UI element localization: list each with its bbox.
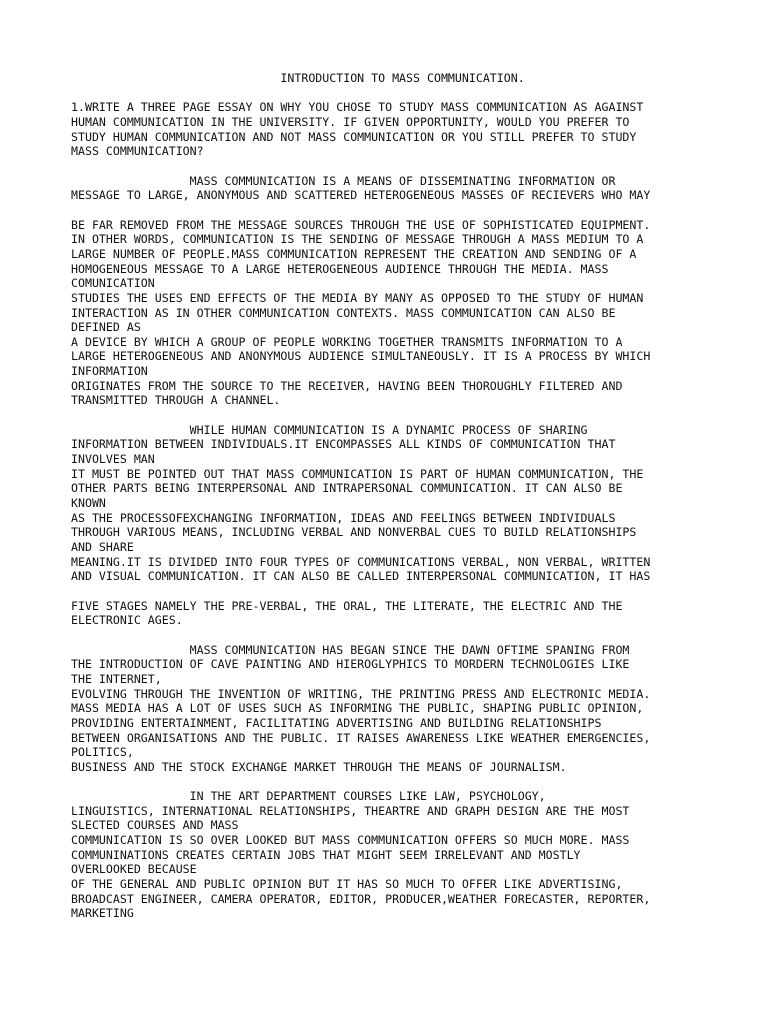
- paragraph-career-opportunities: IN THE ART DEPARTMENT COURSES LIKE LAW, PSYCHOLOGY, LINGUISTICS, INTERNATIONAL RELATIONSHIPS, THEARTRE AND GRAPH DESIGN ARE THE MOST SLECTED COURSES AND MASS COMMUNICATION IS SO OVER LOOKED BUT MASS COMMUNICATION OFFERS SO MUCH MORE. MASS COMMUNINATIONS CREATES CERTAIN JOBS THAT MIGHT SEEM IRRELEVANT AND MOSTLY OVERLOOKED BECAUSE OF THE GENERAL AND PUBLIC OPINION BUT IT HAS SO MUCH TO OFFER LIKE ADVERTISING, BROADCAST ENGINEER, CAMERA OPERATOR, EDITOR, PRODUCER,WEATHER FORECASTER, REPORTER, MARKETING: [71, 789, 651, 921]
- document-body: [71, 71, 721, 921]
- paragraph-history-and-uses: MASS COMMUNICATION HAS BEGAN SINCE THE DAWN OFTIME SPANING FROM THE INTRODUCTION OF CAVE PAINTING AND HIEROGLYPHICS TO MORDERN TECHNOLOGIES LIKE THE INTERNET, EVOLVING THROUGH THE INVENTION OF WRITING, THE PRINTING PRESS AND ELECTRONIC MEDIA. MASS MEDIA HAS A LOT OF USES SUCH AS INFORMING THE PUBLIC, SHAPING PUBLIC OPINION, PROVIDING ENTERTAINMENT, FACILITATING ADVERTISING AND BUILDING RELATIONSHIPS BETWEEN ORGANISATIONS AND THE PUBLIC. IT RAISES AWARENESS LIKE WEATHER EMERGENCIES, POLITICS, BUSINESS AND THE STOCK EXCHANGE MARKET THROUGH THE MEANS OF JOURNALISM.: [71, 642, 651, 774]
- paragraph-mass-communication-definition: MASS COMMUNICATION IS A MEANS OF DISSEMINATING INFORMATION OR MESSAGE TO LARGE, ANONYMOUS AND SCATTERED HETEROGENEOUS MASSES OF RECIEVERS WHO MAY BE FAR REMOVED FROM THE MESSAGE SOURCES THROUGH THE USE OF SOPHISTICATED EQUIPMENT. IN OTHER WORDS, COMMUNICATION IS THE SENDING OF MESSAGE THROUGH A MASS MEDIUM TO A LARGE NUMBER OF PEOPLE.MASS COMMUNICATION REPRESENT THE CREATION AND SENDING OF A HOMOGENEOUS MESSAGE TO A LARGE HETEROGENEOUS AUDIENCE THROUGH THE MEDIA. MASS COMUNICATION STUDIES THE USES END EFFECTS OF THE MEDIA BY MANY AS OPPOSED TO THE STUDY OF HUMAN INTERACTION AS IN OTHER COMMUNICATION CONTEXTS. MASS COMMUNICATION CAN ALSO BE DEFINED AS A DEVICE BY WHICH A GROUP OF PEOPLE WORKING TOGETHER TRANSMITS INFORMATION TO A LARGE HETEROGENEOUS AND ANONYMOUS AUDIENCE SIMULTANEOUSLY. IT IS A PROCESS BY WHICH INFORMATION ORIGINATES FROM THE SOURCE TO THE RECEIVER, HAVING BEEN THOROUGHLY FILTERED AND TRANSMITTED THROUGH A CHANNEL.: [71, 173, 651, 408]
- document-title: INTRODUCTION TO MASS COMMUNICATION.: [71, 71, 525, 85]
- paragraph-human-communication: WHILE HUMAN COMMUNICATION IS A DYNAMIC PROCESS OF SHARING INFORMATION BETWEEN INDIVIDUALS.IT ENCOMPASSES ALL KINDS OF COMMUNICATION THAT INVOLVES MAN IT MUST BE POINTED OUT THAT MASS COMMUNICATION IS PART OF HUMAN COMMUNICATION, THE OTHER PARTS BEING INTERPERSONAL AND INTRAPERSONAL COMMUNICATION. IT CAN ALSO BE KNOWN AS THE PROCESSOFEXCHANGING INFORMATION, IDEAS AND FEELINGS BETWEEN INDIVIDUALS THROUGH VARIOUS MEANS, INCLUDING VERBAL AND NONVERBAL CUES TO BUILD RELATIONSHIPS AND SHARE MEANING.IT IS DIVIDED INTO FOUR TYPES OF COMMUNICATIONS VERBAL, NON VERBAL, WRITTEN AND VISUAL COMMUNICATION. IT CAN ALSO BE CALLED INTERPERSONAL COMMUNICATION, IT HAS FIVE STAGES NAMELY THE PRE-VERBAL, THE ORAL, THE LITERATE, THE ELECTRIC AND THE ELECTRONIC AGES.: [71, 422, 651, 628]
- essay-question: 1.WRITE A THREE PAGE ESSAY ON WHY YOU CHOSE TO STUDY MASS COMMUNICATION AS AGAINST HUMAN COMMUNICATION IN THE UNIVERSITY. IF GIVEN OPPORTUNITY, WOULD YOU PREFER TO STUDY HUMAN COMMUNICATION AND NOT MASS COMMUNICATION OR YOU STILL PREFER TO STUDY MASS COMMUNICATION?: [71, 100, 644, 159]
